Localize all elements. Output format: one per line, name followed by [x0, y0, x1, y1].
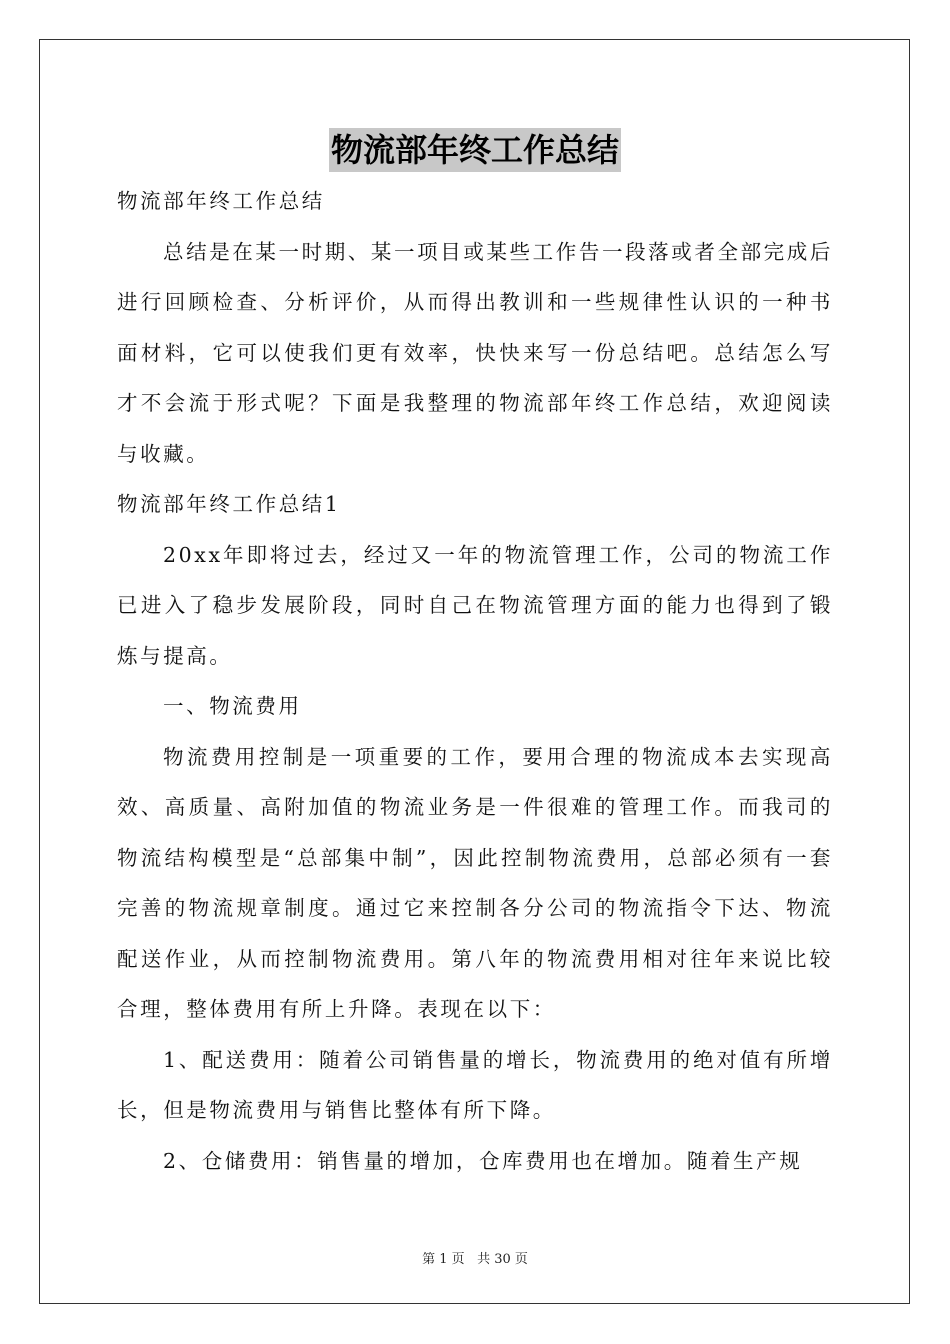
- paragraph-overview: 20xx年即将过去，经过又一年的物流管理工作，公司的物流工作已进入了稳步发展阶段，同时自己在物流管理方面的能力也得到了锻炼与提高。: [117, 542, 833, 668]
- paragraph-cost-control: 物流费用控制是一项重要的工作，要用合理的物流成本去实现高效、高质量、高附加值的物流业务是一件很难的管理工作。而我司的物流结构模型是“总部集中制”，因此控制物流费用，总部必须有一套完善的物流规章制度。通过它来控制各分公司的物流指令下达、物流配送作业，从而控制物流费用。第八年的物流费用相对往年来说比较合理，整体费用有所上升降。表现在以下：: [117, 744, 833, 1021]
- paragraph-storage-cost: 2、仓储费用：销售量的增加，仓库费用也在增加。随着生产规: [163, 1148, 803, 1173]
- paragraph-section-1: 一、物流费用: [163, 694, 302, 718]
- paragraph-delivery-cost: 1、配送费用：随着公司销售量的增长，物流费用的绝对值有所增长，但是物流费用与销售比整体有所下降。: [117, 1047, 833, 1122]
- page-total: 共 30 页: [477, 1252, 528, 1267]
- title-container: [0, 128, 950, 172]
- page-number: 第 1 页: [422, 1252, 465, 1267]
- document-title: 物流部年终工作总结: [329, 128, 621, 172]
- page-footer: [0, 1248, 950, 1267]
- paragraph-heading-1: 物流部年终工作总结1: [117, 492, 341, 516]
- paragraph-subtitle: 物流部年终工作总结: [117, 189, 325, 213]
- paragraph-intro: 总结是在某一时期、某一项目或某些工作告一段落或者全部完成后进行回顾检查、分析评价，从而得出教训和一些规律性认识的一种书面材料，它可以使我们更有效率，快快来写一份总结吧。总结怎么写才不会流于形式呢？下面是我整理的物流部年终工作总结，欢迎阅读与收藏。: [117, 239, 833, 466]
- document-body: [117, 176, 833, 1186]
